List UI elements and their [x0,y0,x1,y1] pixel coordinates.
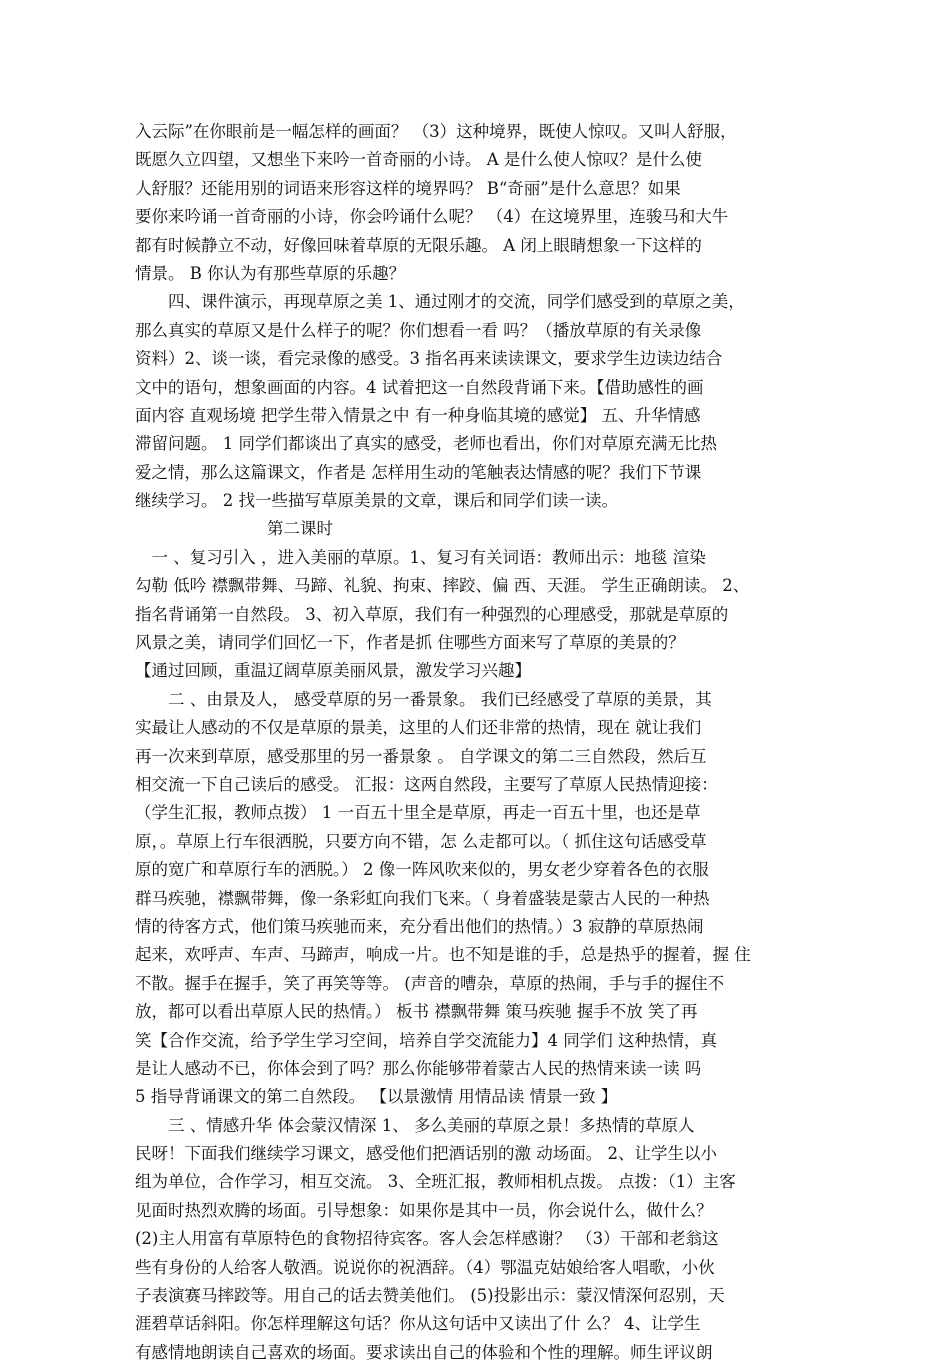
text-line: 实最让人感动的不仅是草原的景美，这里的人们还非常的热情，现在 就让我们 [135,718,702,738]
text-line: 情景。 B 你认为有那些草原的乐趣？ [135,263,406,283]
text-line: 二 、由景及人， 感受草原的另一番景象。 我们已经感受了草原的美景，其 [135,689,712,709]
text-line: 【通过回顾，重温辽阔草原美丽风景，激发学习兴趣】 [135,661,531,681]
text-line: 情的待客方式，他们策马疾驰而来，充分看出他们的热情。）3 寂静的草原热闹 [135,916,704,936]
text-line: 资料）2、谈一谈，看完录像的感受。3 指名再来读读课文，要求学生边读边结合 [135,349,723,369]
text-line: 相交流一下自己读后的感受。 汇报：这两自然段，主要写了草原人民热情迎接： [135,774,718,794]
text-line: 人舒服？还能用别的词语来形容这样的境界吗？ B“奇丽”是什么意思？如果 [135,178,681,198]
document-body [135,118,815,1367]
text-line: 入云际”在你眼前是一幅怎样的画面？ （3）这种境界，既使人惊叹。又叫人舒服， [135,122,737,141]
text-line: 既愿久立四望，又想坐下来吟一首奇丽的小诗。 A 是什么使人惊叹？是什么使 [135,150,702,170]
text-line: 是让人感动不已，你体会到了吗？那么你能够带着蒙古人民的热情来读一读 吗 [135,1058,702,1078]
text-line: 滞留问题。 1 同学们都谈出了真实的感受，老师也看出，你们对草原充满无比热 [135,434,717,454]
text-line: 群马疾驰，襟飘带舞，像一条彩虹向我们飞来。（ 身着盛装是蒙古人民的一种热 [135,888,710,908]
text-line: 子表演赛马摔跤等。用自己的话去赞美他们。 (5)投影出示：蒙汉情深何忍别，天 [135,1286,725,1306]
text-line: (2)主人用富有草原特色的食物招待宾客。客人会怎样感谢？ （3）干部和老翁这 [135,1229,719,1249]
text-line: 要你来吟诵一首奇丽的小诗，你会吟诵什么呢？ （4）在这境界里，连骏马和大牛 [135,207,729,227]
text-line: 见面时热烈欢腾的场面。引导想象：如果你是其中一员，你会说什么，做什么？ [135,1200,713,1220]
text-line: 风景之美，请同学们回忆一下，作者是抓 住哪些方面来写了草原的美景的？ [135,633,685,653]
text-line: 文中的语句，想象画面的内容。4 试着把这一自然段背诵下来。【借助感性的画 [135,377,704,397]
text-line: 不散。握手在握手，笑了再笑等等。 (声音的嘈杂，草原的热闹，手与手的握住不 [135,973,725,993]
text-line: 三 、情感升华 体会蒙汉情深 1、 多么美丽的草原之景！多热情的草原人 [135,1115,695,1135]
text-line: 原的宽广和草原行车的洒脱。） 2 像一阵风吹来似的，男女老少穿着各色的衣服 [135,860,709,880]
text-line: 起来，欢呼声、车声、马蹄声，响成一片。也不知是谁的手，总是热乎的握着，握 住 [135,945,751,965]
text-line: 继续学习。 2 找一些描写草原美景的文章，课后和同学们读一读。 [135,491,618,511]
text-line: 再一次来到草原，感受那里的另一番景象 。 自学课文的第二三自然段，然后互 [135,746,707,766]
text-line: 都有时候静立不动，好像回味着草原的无限乐趣。 A 闭上眼睛想象一下这样的 [135,235,702,255]
text-line: 组为单位，合作学习，相互交流。 3、全班汇报，教师相机点拨。 点拨：（1）主客 [135,1172,736,1192]
text-line: 那么真实的草原又是什么样子的呢？你们想看一看 吗？（播放草原的有关录像 [135,320,702,340]
text-line: （学生汇报，教师点拨） 1 一百五十里全是草原，再走一百五十里，也还是草 [135,803,701,823]
text-line: 放，都可以看出草原人民的热情。） 板书 襟飘带舞 策马疾驰 握手不放 笑了再 [135,1002,698,1022]
text-line: 笑【合作交流，给予学生学习空间，培养自学交流能力】4 同学们 这种热情，真 [135,1030,717,1050]
text-line: 四、课件演示，再现草原之美 1、通过刚才的交流，同学们感受到的草原之美， [135,292,745,312]
section-heading: 第二课时 [135,519,333,539]
text-line: 5 指导背诵课文的第二自然段。 【以景激情 用情品读 情景一致 】 [135,1087,618,1107]
text-line: 爱之情，那么这篇课文，作者是 怎样用生动的笔触表达情感的呢？我们下节课 [135,462,702,482]
text-line: 些有身份的人给客人敬酒。说说你的祝酒辞。（4）鄂温克姑娘给客人唱歌，小伙 [135,1257,715,1277]
text-line: 原，。草原上行车很洒脱，只要方向不错，怎 么走都可以。（ 抓住这句话感受草 [135,831,707,851]
text-line: 勾勒 低吟 襟飘带舞、马蹄、礼貌、拘束、摔跤、偏 西、天涯。 学生正确朗读。 2、 [135,576,750,596]
text-line: 有感情地朗读自己喜欢的场面。要求读出自己的体验和个性的理解。师生评议朗 [135,1342,713,1362]
text-line: 面内容 直观场境 把学生带入情景之中 有一种身临其境的感觉】 五、升华情感 [135,405,701,425]
text-line: 一 、复习引入 ，进入美丽的草原。1、复习有关词语：教师出示：地毯 渲染 [135,547,706,567]
text-line: 指名背诵第一自然段。 3、初入草原，我们有一种强烈的心理感受，那就是草原的 [135,604,729,624]
text-line: 民呀！下面我们继续学习课文，感受他们把酒话别的激 动场面。 2、让学生以小 [135,1144,717,1164]
text-line: 涯碧草话斜阳。你怎样理解这句话？你从这句话中又读出了什 么？ 4、让学生 [135,1314,701,1334]
